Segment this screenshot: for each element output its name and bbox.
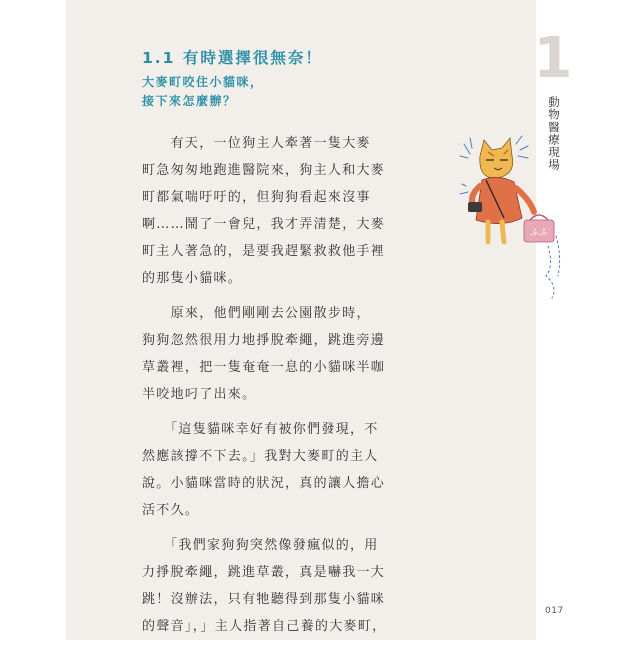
chapter-title: 動物醫療現場 [547,96,561,171]
text-line: 町主人著急的，是要我趕緊救救他手裡 [142,244,386,259]
paragraph [142,130,392,292]
text-line: 然應該撐不下去。」我對大麥町的主人 [142,449,379,464]
text-line: 町都氣喘吁吁的，但狗狗看起來沒事 [142,190,371,205]
text-line: 狗狗忽然很用力地掙脫牽繩，跳進旁邊 [142,333,386,348]
paragraph [142,532,392,640]
text-line: 草叢裡，把一隻奄奄一息的小貓咪半咖 [142,360,386,375]
text-line: 「這隻貓咪幸好有被你們發現，不 [142,422,379,437]
text-line: 力掙脫牽繩，跳進草叢，真是嚇我一大 [142,565,386,580]
page-number: 017 [545,606,564,616]
text-line: 活不久。 [142,503,200,518]
paragraph [142,300,392,408]
section-subtitle [142,73,264,111]
cat-with-bag-illustration [458,126,568,306]
text-line: 跳！沒辦法，只有牠聽得到那隻小貓咪 [142,592,386,607]
text-line: 說。小貓咪當時的狀況，真的讓人擔心 [142,476,386,491]
bag-label: ふふ [529,228,549,238]
subtitle-line: 大麥町咬住小貓咪， [142,75,264,89]
paragraph [142,416,392,524]
subtitle-line: 接下來怎麼辦？ [142,94,237,108]
text-line: 啊……鬧了一會兒，我才弄清楚，大麥 [142,217,386,232]
text-line: 的那隻小貓咪。 [142,271,243,286]
section-title: 1.1 有時選擇很無奈！ [142,49,323,67]
text-line: 「我們家狗狗突然像發瘋似的，用 [142,538,379,553]
text-line: 的聲音」，」主人指著自己養的大麥町， [142,619,387,634]
text-line: 町急匆匆地跑進醫院來，狗主人和大麥 [142,163,386,178]
text-line: 有天，一位狗主人牽著一隻大麥 [142,136,371,151]
body-text [142,130,392,648]
chapter-number: 1 [533,26,573,91]
cat-illustration-svg [458,126,568,306]
text-line: 半咬地叼了出來。 [142,387,257,402]
text-line: 原來，他們剛剛去公園散步時， [142,306,371,321]
